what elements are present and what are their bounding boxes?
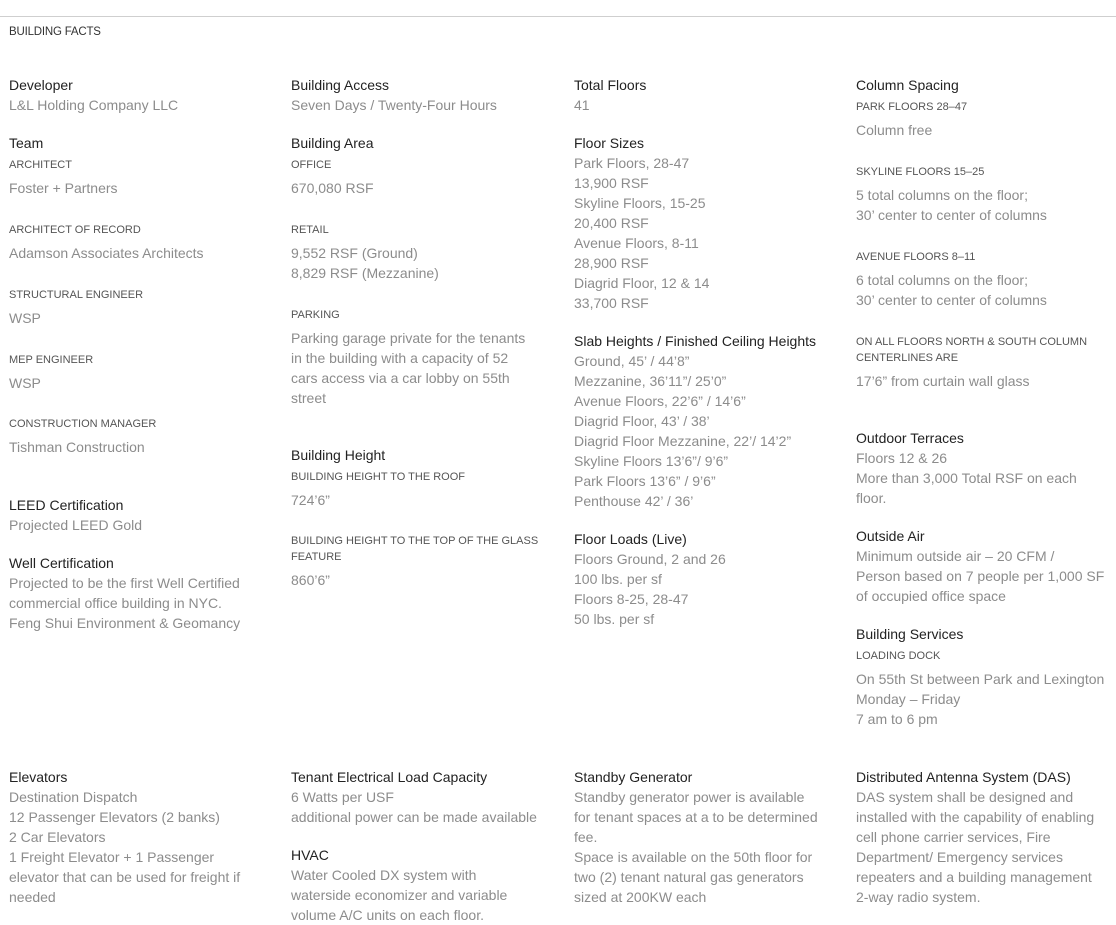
building-services-block xyxy=(856,624,1116,644)
skyline-floors-line: 5 total columns on the floor; xyxy=(856,187,1028,203)
architect-entry xyxy=(9,157,271,198)
structural-engineer-value: WSP xyxy=(9,310,41,326)
office-label: OFFICE xyxy=(291,159,332,171)
elevators-block xyxy=(9,767,271,907)
slab-heights-block xyxy=(574,331,836,511)
elevators-line: needed xyxy=(9,889,56,905)
das-heading: Distributed Antenna System (DAS) xyxy=(856,769,1071,785)
avenue-floors-line: 6 total columns on the floor; xyxy=(856,272,1028,288)
top-divider xyxy=(0,16,1116,17)
das-line: repeaters and a building management xyxy=(856,869,1092,885)
avenue-floors-label: AVENUE FLOORS 8–11 xyxy=(856,251,976,263)
floor-sizes-line: 13,900 RSF xyxy=(574,175,649,191)
all-floors-value: 17’6” from curtain wall glass xyxy=(856,373,1030,389)
total-floors-block xyxy=(574,75,836,115)
height-glass-label: FEATURE xyxy=(291,551,342,563)
architect-of-record-entry xyxy=(9,222,271,263)
floor-sizes-line: Skyline Floors, 15-25 xyxy=(574,195,706,211)
all-floors-entry xyxy=(856,334,1116,391)
outdoor-terraces-line: More than 3,000 Total RSF on each xyxy=(856,470,1077,486)
slab-heights-heading: Slab Heights / Finished Ceiling Heights xyxy=(574,333,817,349)
construction-manager-label: CONSTRUCTION MANAGER xyxy=(9,418,157,430)
construction-manager-value: Tishman Construction xyxy=(9,439,145,455)
floor-sizes-heading: Floor Sizes xyxy=(574,135,645,151)
outdoor-terraces-line: Floors 12 & 26 xyxy=(856,450,948,466)
outdoor-terraces-line: floor. xyxy=(856,490,887,506)
loading-dock-label: LOADING DOCK xyxy=(856,650,941,662)
das-line: cell phone carrier services, Fire xyxy=(856,829,1051,845)
retail-entry xyxy=(291,222,553,283)
das-line: installed with the capability of enabling xyxy=(856,809,1095,825)
floor-loads-block xyxy=(574,529,836,629)
das-line: Department/ Emergency services xyxy=(856,849,1063,865)
avenue-floors-entry xyxy=(856,249,1116,310)
electrical-heading: Tenant Electrical Load Capacity xyxy=(291,769,488,785)
total-floors-heading: Total Floors xyxy=(574,77,647,93)
architect-label: ARCHITECT xyxy=(9,159,72,171)
well-line: Feng Shui Environment & Geomancy xyxy=(9,615,241,631)
height-roof-label: BUILDING HEIGHT TO THE ROOF xyxy=(291,471,465,483)
floor-sizes-line: 28,900 RSF xyxy=(574,255,649,271)
floor-loads-line: Floors 8-25, 28-47 xyxy=(574,591,689,607)
slab-heights-line: Avenue Floors, 22’6” / 14’6” xyxy=(574,393,746,409)
elevators-line: 2 Car Elevators xyxy=(9,829,106,845)
electrical-line: 6 Watts per USF xyxy=(291,789,394,805)
standby-generator-line: Space is available on the 50th floor for xyxy=(574,849,813,865)
floor-sizes-line: 33,700 RSF xyxy=(574,295,649,311)
skyline-floors-entry xyxy=(856,164,1116,225)
retail-label: RETAIL xyxy=(291,224,329,236)
developer-block xyxy=(9,75,271,115)
loading-dock-line: 7 am to 6 pm xyxy=(856,711,938,727)
architect-of-record-label: ARCHITECT OF RECORD xyxy=(9,224,141,236)
architect-value: Foster + Partners xyxy=(9,180,118,196)
loading-dock-entry xyxy=(856,648,1116,729)
mep-engineer-entry xyxy=(9,352,271,393)
outside-air-line: Person based on 7 people per 1,000 SF xyxy=(856,568,1105,584)
hvac-block xyxy=(291,845,553,925)
section-title: BUILDING FACTS xyxy=(9,26,101,38)
floor-loads-line: 100 lbs. per sf xyxy=(574,571,662,587)
all-floors-label: ON ALL FLOORS NORTH & SOUTH COLUMN xyxy=(856,336,1088,348)
outdoor-terraces-heading: Outdoor Terraces xyxy=(856,430,964,446)
building-height-block xyxy=(291,445,553,465)
height-roof-value: 724’6” xyxy=(291,492,330,508)
floor-loads-line: Floors Ground, 2 and 26 xyxy=(574,551,726,567)
team-block xyxy=(9,133,271,153)
standby-generator-line: sized at 200KW each xyxy=(574,889,707,905)
well-line: Projected to be the first Well Certified xyxy=(9,575,240,591)
building-area-heading: Building Area xyxy=(291,135,374,151)
slab-heights-line: Diagrid Floor, 43’ / 38’ xyxy=(574,413,710,429)
office-entry xyxy=(291,157,553,198)
hvac-line: volume A/C units on each floor. xyxy=(291,907,484,923)
all-floors-label: CENTERLINES ARE xyxy=(856,352,959,364)
das-line: 2-way radio system. xyxy=(856,889,981,905)
structural-engineer-label: STRUCTURAL ENGINEER xyxy=(9,289,144,301)
building-access-value: Seven Days / Twenty-Four Hours xyxy=(291,97,497,113)
hvac-heading: HVAC xyxy=(291,847,329,863)
retail-ground-value: 9,552 RSF (Ground) xyxy=(291,245,418,261)
floor-sizes-line: Park Floors, 28-47 xyxy=(574,155,690,171)
slab-heights-line: Skyline Floors 13’6”/ 9’6” xyxy=(574,453,729,469)
slab-heights-line: Park Floors 13’6” / 9’6” xyxy=(574,473,716,489)
skyline-floors-label: SKYLINE FLOORS 15–25 xyxy=(856,166,985,178)
loading-dock-line: On 55th St between Park and Lexington xyxy=(856,671,1105,687)
building-access-heading: Building Access xyxy=(291,77,390,93)
height-roof-entry xyxy=(291,469,553,510)
building-area-block xyxy=(291,133,553,153)
loading-dock-line: Monday – Friday xyxy=(856,691,961,707)
floor-sizes-line: Diagrid Floor, 12 & 14 xyxy=(574,275,710,291)
avenue-floors-line: 30’ center to center of columns xyxy=(856,292,1047,308)
standby-generator-line: two (2) tenant natural gas generators xyxy=(574,869,804,885)
mep-engineer-label: MEP ENGINEER xyxy=(9,354,94,366)
electrical-block xyxy=(291,767,553,827)
developer-heading: Developer xyxy=(9,77,73,93)
outdoor-terraces-block xyxy=(856,428,1116,508)
floor-loads-line: 50 lbs. per sf xyxy=(574,611,655,627)
standby-generator-line: Standby generator power is available xyxy=(574,789,805,805)
skyline-floors-line: 30’ center to center of columns xyxy=(856,207,1047,223)
well-line: commercial office building in NYC. xyxy=(9,595,222,611)
building-access-block xyxy=(291,75,553,115)
elevators-heading: Elevators xyxy=(9,769,68,785)
parking-line: Parking garage private for the tenants xyxy=(291,330,526,346)
outside-air-line: of occupied office space xyxy=(856,588,1006,604)
slab-heights-line: Mezzanine, 36’11”/ 25’0” xyxy=(574,373,727,389)
floor-sizes-block xyxy=(574,133,836,313)
building-height-heading: Building Height xyxy=(291,447,386,463)
height-glass-value: 860’6” xyxy=(291,572,330,588)
das-block xyxy=(856,767,1116,907)
hvac-line: waterside economizer and variable xyxy=(291,887,508,903)
leed-block xyxy=(9,495,271,535)
parking-line: street xyxy=(291,390,327,406)
leed-value: Projected LEED Gold xyxy=(9,517,143,533)
floor-sizes-line: Avenue Floors, 8-11 xyxy=(574,235,699,251)
elevators-line: elevator that can be used for freight if xyxy=(9,869,241,885)
building-services-heading: Building Services xyxy=(856,626,964,642)
parking-line: in the building with a capacity of 52 xyxy=(291,350,509,366)
park-floors-value: Column free xyxy=(856,122,933,138)
total-floors-value: 41 xyxy=(574,97,590,113)
elevators-line: 1 Freight Elevator + 1 Passenger xyxy=(9,849,215,865)
structural-engineer-entry xyxy=(9,287,271,328)
electrical-line: additional power can be made available xyxy=(291,809,537,825)
parking-label: PARKING xyxy=(291,309,340,321)
developer-value: L&L Holding Company LLC xyxy=(9,97,179,113)
elevators-line: Destination Dispatch xyxy=(9,789,138,805)
das-line: DAS system shall be designed and xyxy=(856,789,1074,805)
team-heading: Team xyxy=(9,135,44,151)
standby-generator-heading: Standby Generator xyxy=(574,769,693,785)
slab-heights-line: Diagrid Floor Mezzanine, 22’/ 14’2” xyxy=(574,433,792,449)
floor-loads-heading: Floor Loads (Live) xyxy=(574,531,687,547)
column-spacing-block xyxy=(856,75,1116,95)
slab-heights-line: Ground, 45’ / 44’8” xyxy=(574,353,690,369)
height-glass-label: BUILDING HEIGHT TO THE TOP OF THE GLASS xyxy=(291,535,539,547)
hvac-line: Water Cooled DX system with xyxy=(291,867,477,883)
outside-air-line: Minimum outside air – 20 CFM / xyxy=(856,548,1055,564)
parking-entry xyxy=(291,307,553,408)
construction-manager-entry xyxy=(9,416,271,457)
parking-line: cars access via a car lobby on 55th xyxy=(291,370,510,386)
architect-of-record-value: Adamson Associates Architects xyxy=(9,245,204,261)
elevators-line: 12 Passenger Elevators (2 banks) xyxy=(9,809,220,825)
park-floors-entry xyxy=(856,99,1116,140)
floor-sizes-line: 20,400 RSF xyxy=(574,215,649,231)
well-heading: Well Certification xyxy=(9,555,114,571)
slab-heights-line: Penthouse 42’ / 36’ xyxy=(574,493,694,509)
outside-air-heading: Outside Air xyxy=(856,528,925,544)
column-spacing-heading: Column Spacing xyxy=(856,77,959,93)
standby-generator-block xyxy=(574,767,836,907)
outside-air-block xyxy=(856,526,1116,606)
standby-generator-line: fee. xyxy=(574,829,598,845)
office-value: 670,080 RSF xyxy=(291,180,374,196)
standby-generator-line: for tenant spaces at a to be determined xyxy=(574,809,818,825)
mep-engineer-value: WSP xyxy=(9,375,41,391)
park-floors-label: PARK FLOORS 28–47 xyxy=(856,101,968,113)
leed-heading: LEED Certification xyxy=(9,497,124,513)
height-glass-entry xyxy=(291,533,553,590)
retail-mezzanine-value: 8,829 RSF (Mezzanine) xyxy=(291,265,439,281)
well-block xyxy=(9,553,271,633)
